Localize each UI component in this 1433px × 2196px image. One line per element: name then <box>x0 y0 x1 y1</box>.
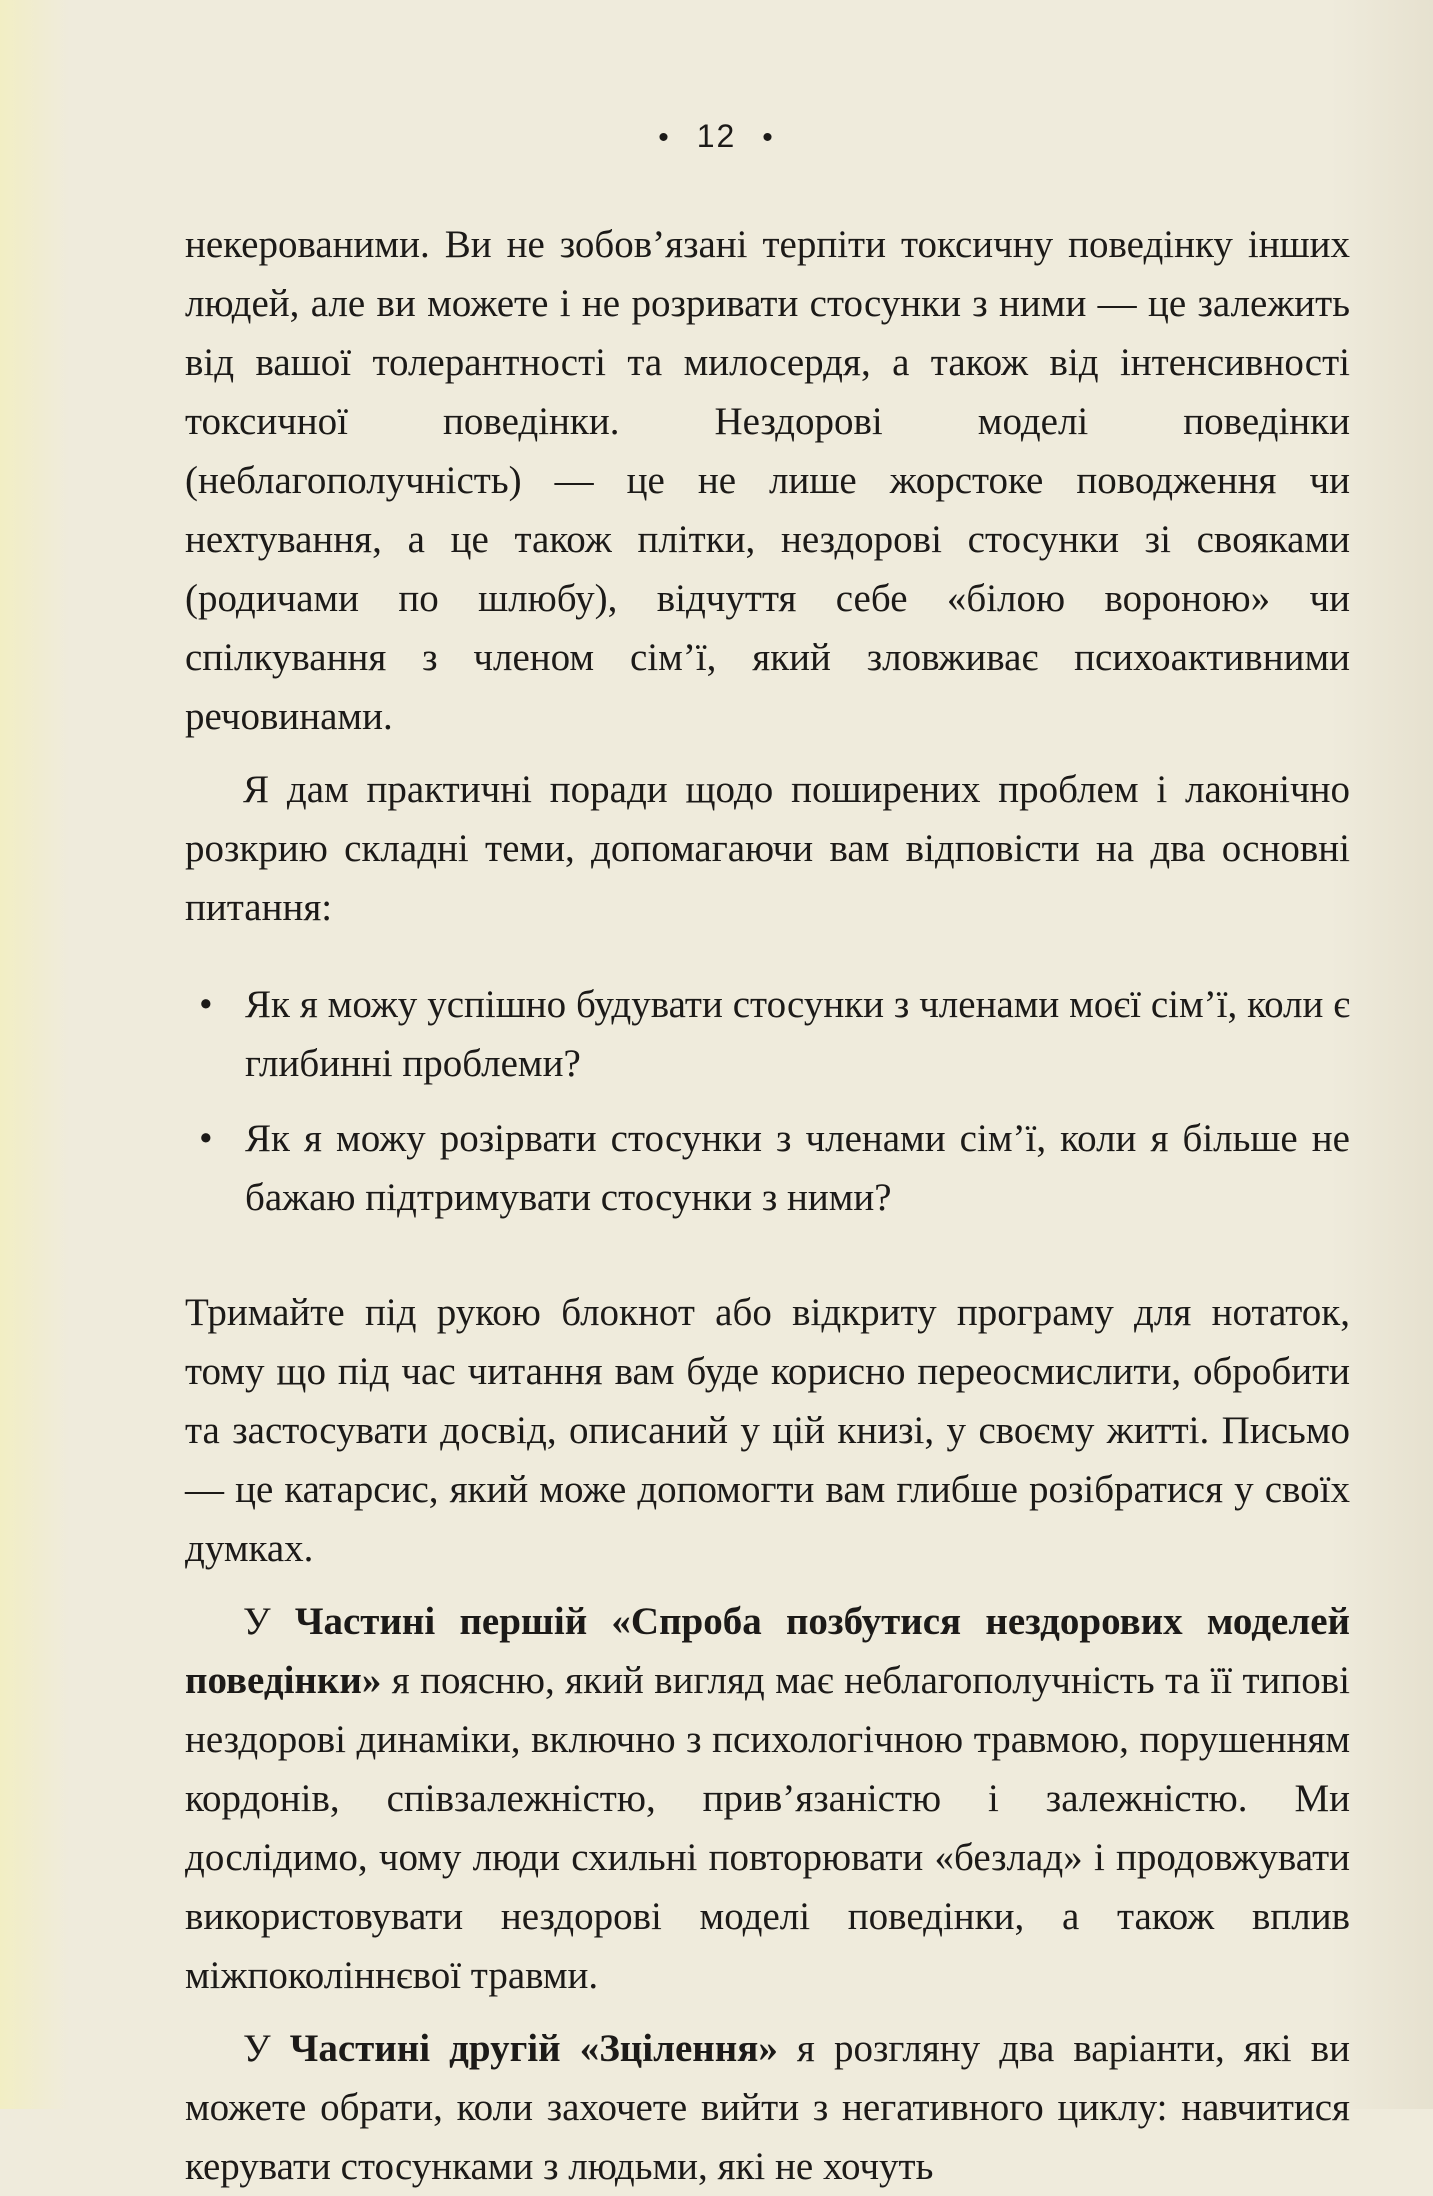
paragraph-4-lead: У <box>243 1600 295 1643</box>
question-list <box>185 975 1350 1227</box>
paragraph-5 <box>185 2019 1350 2196</box>
paragraph-4 <box>185 1592 1350 2005</box>
paragraph-1: некерованими. Ви не зобов’язані терпіти токсичну поведінку інших людей, але ви можете і не розривати стосунки з ними — це залежить від вашої толерантності та милосердя, а також від інтенсивності токсичної поведінки. Нездорові моделі поведінки (неблагополучність) — це не лише жорстоке поводження чи нехтування, а це також плітки, нездорові стосунки зі свояками (родичами по шлюбу), відчуття себе «білою вороною» чи спілкування з членом сім’ї, який зловживає психоактивними речовинами. <box>185 223 1350 738</box>
part-two-title: Частині другій «Зцілення» <box>289 2027 778 2070</box>
paragraph-3: Тримайте під рукою блокнот або відкриту програму для нотаток, тому що під час читання вам буде корисно переосмислити, обробити та застосувати досвід, описаний у цій книзі, у своєму житті. Письмо — це катарсис, який може допомогти вам глибше розібратися у своїх думках. <box>185 1291 1350 1570</box>
page-number <box>0 118 1433 155</box>
list-item <box>185 1109 1350 1227</box>
list-item <box>185 975 1350 1093</box>
list-item-text: Як я можу успішно будувати стосунки з членами моєї сім’ї, коли є глибинні проблеми? <box>245 983 1350 1085</box>
paragraph-5-rest: я розгляну два варіанти, які ви можете обрати, коли захочете вийти з негативного циклу: навчитися керувати стосунками з людьми, які не хочуть <box>185 2027 1350 2188</box>
paragraph-5-lead: У <box>243 2027 290 2070</box>
list-item-text: Як я можу розірвати стосунки з членами сім’ї, коли я більше не бажаю підтримувати стосунки з ними? <box>245 1117 1350 1219</box>
bullet-icon: • <box>199 1117 213 1160</box>
page-number-value: 12 <box>696 118 737 154</box>
body-text <box>185 215 1350 2196</box>
part-one-title: Частині першій «Спроба позбутися нездорових моделей поведінки» <box>185 1600 1350 1702</box>
page-number-dot-left: • <box>658 121 671 154</box>
bullet-icon: • <box>199 983 213 1026</box>
page-number-dot-right: • <box>762 121 775 154</box>
paragraph-4-rest: я поясню, який вигляд має неблагополучність та її типові нездорові динаміки, включно з психологічною травмою, порушенням кордонів, співзалежністю, прив’язаністю і залежністю. Ми дослідимо, чому люди схильні повторювати «безлад» і продовжувати використовувати нездорові моделі поведінки, а також вплив міжпоколіннєвої травми. <box>185 1659 1350 1997</box>
paragraph-2: Я дам практичні поради щодо поширених проблем і лаконічно розкрию складні теми, допомагаючи вам відповісти на два основні питання: <box>185 768 1350 929</box>
